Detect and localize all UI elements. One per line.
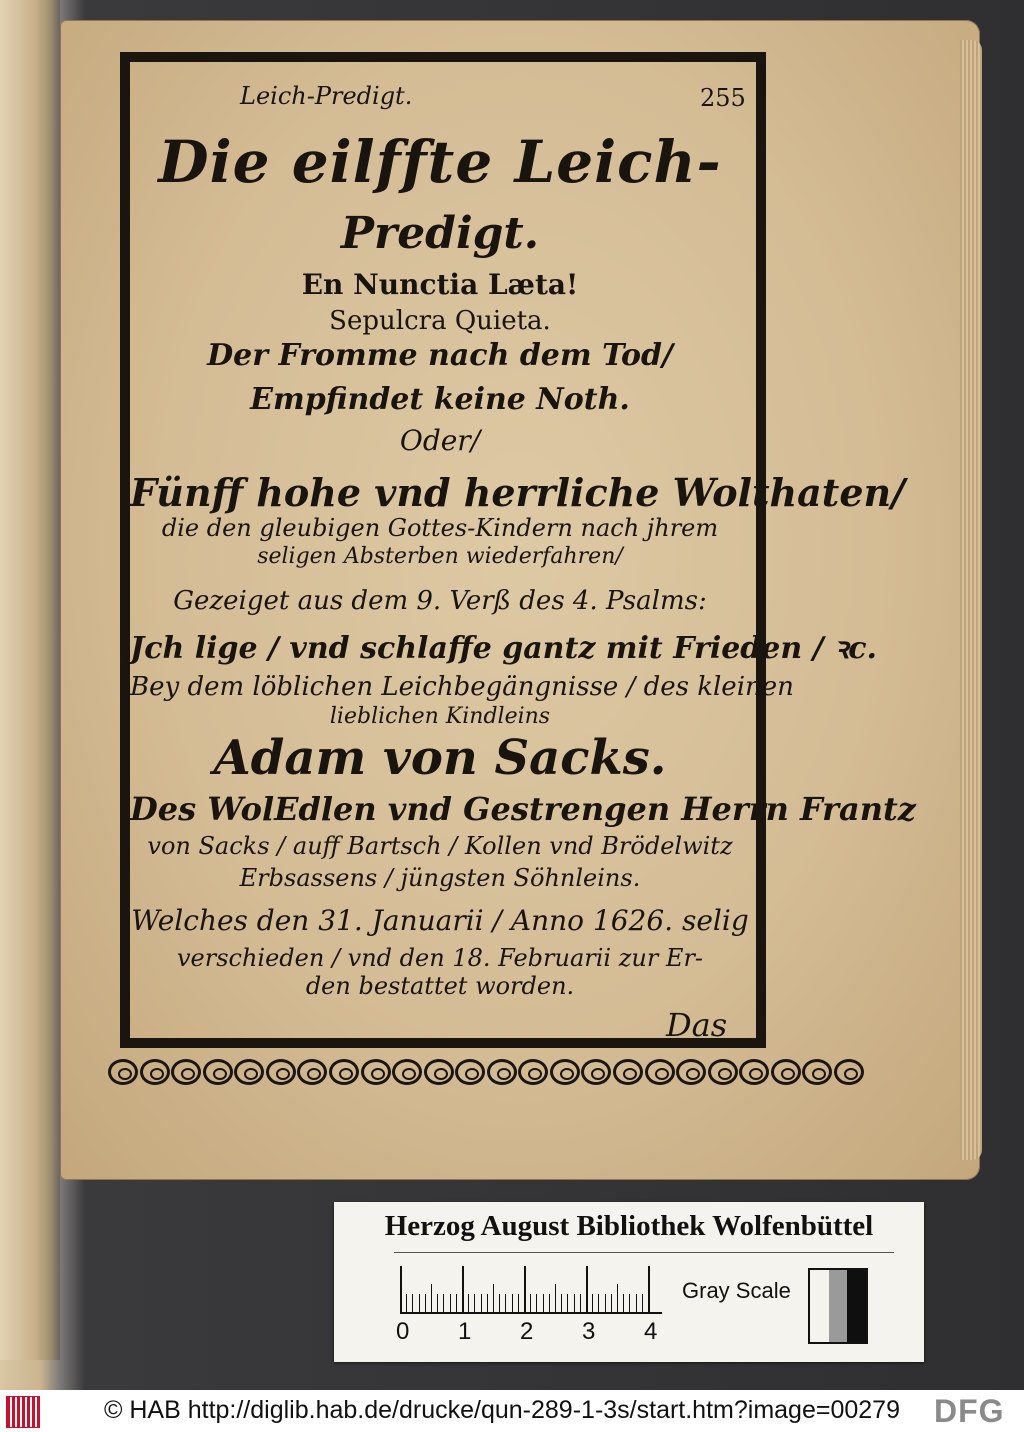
ruler-tick [493, 1284, 494, 1314]
catchword: Das [666, 1006, 728, 1044]
ruler-tick [536, 1294, 537, 1314]
ruler-tick [623, 1294, 624, 1314]
ornament-unit [518, 1059, 548, 1085]
text-line-verschieden: verschieden / vnd den 18. Februarii zur Er- [176, 944, 704, 972]
ruler-tick [561, 1294, 562, 1314]
ornament-unit [771, 1059, 801, 1085]
text-line-empfindet: Empfindet keine Noth. [250, 382, 630, 417]
ruler-tick [499, 1294, 500, 1314]
text-line-die-den: die den gleubigen Gottes-Kindern nach jhrem [161, 514, 719, 542]
ruler-tick [474, 1294, 475, 1314]
ruler-tick [586, 1266, 588, 1314]
ornament-unit [361, 1059, 391, 1085]
ruler [400, 1264, 670, 1314]
ornament-unit [645, 1059, 675, 1085]
ornament-unit [834, 1059, 864, 1085]
ruler-tick [611, 1294, 612, 1314]
ruler-tick [524, 1266, 526, 1314]
text-line-von-sacks: von Sacks / auff Bartsch / Kollen vnd Brödelwitz [147, 832, 733, 860]
ornament-unit [550, 1059, 580, 1085]
ornament-unit [455, 1059, 485, 1085]
ruler-tick [530, 1294, 531, 1314]
ruler-tick [518, 1294, 519, 1314]
ornament-unit [487, 1059, 517, 1085]
gray-scale-label: Gray Scale [682, 1278, 791, 1303]
text-line-welches: Welches den 31. Januarii / Anno 1626. selig [131, 904, 749, 937]
ruler-tick [419, 1294, 420, 1314]
text-line-den-bestattet: den bestattet worden. [305, 972, 575, 1000]
ruler-tick [400, 1266, 402, 1314]
running-head: Leich-Predigt. [240, 82, 413, 110]
ruler-tick [456, 1294, 457, 1314]
text-line-seligen: seligen Absterben wiederfahren/ [257, 544, 623, 569]
ornament-unit [613, 1059, 643, 1085]
ornament-unit [140, 1059, 170, 1085]
ruler-number: 1 [458, 1318, 472, 1345]
ruler-tick [425, 1294, 426, 1314]
ruler-tick [437, 1294, 438, 1314]
ruler-tick [505, 1294, 506, 1314]
ruler-tick [406, 1294, 407, 1314]
text-line-gezeiget: Gezeiget aus dem 9. Verß des 4. Psalms: [173, 586, 707, 616]
ruler-tick [512, 1294, 513, 1314]
footer-url-text[interactable]: © HAB http://diglib.hab.de/drucke/qun-289-1-3s/start.htm?image=00279 [104, 1396, 900, 1424]
ornament-unit [297, 1059, 327, 1085]
card-divider [394, 1252, 894, 1253]
text-line-en-nunctia: En Nunctia Læta! [301, 268, 579, 301]
title-line-1: Die eilffte Leich- [158, 128, 722, 196]
ornament-unit [581, 1059, 611, 1085]
ruler-tick [617, 1284, 618, 1314]
text-line-des-woledlen: Des WolEdlen vnd Gestrengen Herrn Frantz [130, 790, 916, 828]
ruler-tick [567, 1294, 568, 1314]
ornament-unit [708, 1059, 738, 1085]
gray-swatch [829, 1270, 848, 1342]
ruler-tick [605, 1294, 606, 1314]
dfg-logo: DFG [934, 1393, 1005, 1429]
text-line-bey-dem: Bey dem löblichen Leichbegängnisse / des kleinen [130, 672, 794, 702]
adjacent-page-edge [0, 0, 60, 1360]
ruler-tick [580, 1294, 581, 1314]
text-line-erbsassens: Erbsassens / jüngsten Söhnleins. [239, 864, 641, 892]
gray-scale-card [334, 1202, 924, 1362]
ornament-unit [676, 1059, 706, 1085]
title-line-2: Predigt. [340, 208, 540, 259]
gray-swatch [847, 1270, 866, 1342]
gray-swatch [810, 1270, 829, 1342]
ruler-tick [549, 1294, 550, 1314]
page-number: 255 [700, 84, 746, 112]
card-title: Herzog August Bibliothek Wolfenbüttel [384, 1210, 874, 1242]
ruler-tick [543, 1294, 544, 1314]
ruler-tick [468, 1294, 469, 1314]
text-line-funff: Fünff hohe vnd herrliche Wolthaten/ [130, 470, 906, 515]
ruler-tick [629, 1294, 630, 1314]
ornament-unit [802, 1059, 832, 1085]
page-fore-edge [960, 40, 982, 1160]
text-line-fromme: Der Fromme nach dem Tod/ [207, 338, 673, 373]
ornament-unit [234, 1059, 264, 1085]
ruler-number: 0 [396, 1318, 410, 1345]
ruler-tick [592, 1294, 593, 1314]
ornament-unit [266, 1059, 296, 1085]
ornament-unit [171, 1059, 201, 1085]
ruler-tick [648, 1266, 650, 1314]
text-line-lieblichen: lieblichen Kindleins [329, 704, 551, 729]
ruler-tick [443, 1294, 444, 1314]
ruler-tick [431, 1284, 432, 1314]
ruler-tick [450, 1294, 451, 1314]
ruler-tick [598, 1294, 599, 1314]
text-line-sepulcra: Sepulcra Quieta. [329, 306, 551, 336]
ruler-tick [462, 1266, 464, 1314]
ruler-tick [636, 1294, 637, 1314]
ruler-tick [574, 1294, 575, 1314]
ornament-unit [739, 1059, 769, 1085]
ornament-unit [329, 1059, 359, 1085]
ornament-unit [203, 1059, 233, 1085]
ruler-number: 3 [582, 1318, 596, 1345]
text-line-ich-lige: Jch lige / vnd schlaffe gantz mit Frieden / ꝛc. [130, 631, 877, 666]
hab-logo-icon [6, 1396, 40, 1428]
ruler-number: 2 [520, 1318, 534, 1345]
text-line-oder: Oder/ [399, 424, 481, 457]
ruler-tick [412, 1294, 413, 1314]
ruler-tick [642, 1294, 643, 1314]
ruler-tick [487, 1294, 488, 1314]
gray-scale-swatches [808, 1268, 868, 1344]
ruler-number: 4 [644, 1318, 658, 1345]
ruler-tick [481, 1294, 482, 1314]
ornament-unit [108, 1059, 138, 1085]
ruler-tick [555, 1284, 556, 1314]
ornamental-border [108, 1052, 864, 1092]
text-line-adam: Adam von Sacks. [213, 730, 667, 786]
ornament-unit [392, 1059, 422, 1085]
ornament-unit [424, 1059, 454, 1085]
